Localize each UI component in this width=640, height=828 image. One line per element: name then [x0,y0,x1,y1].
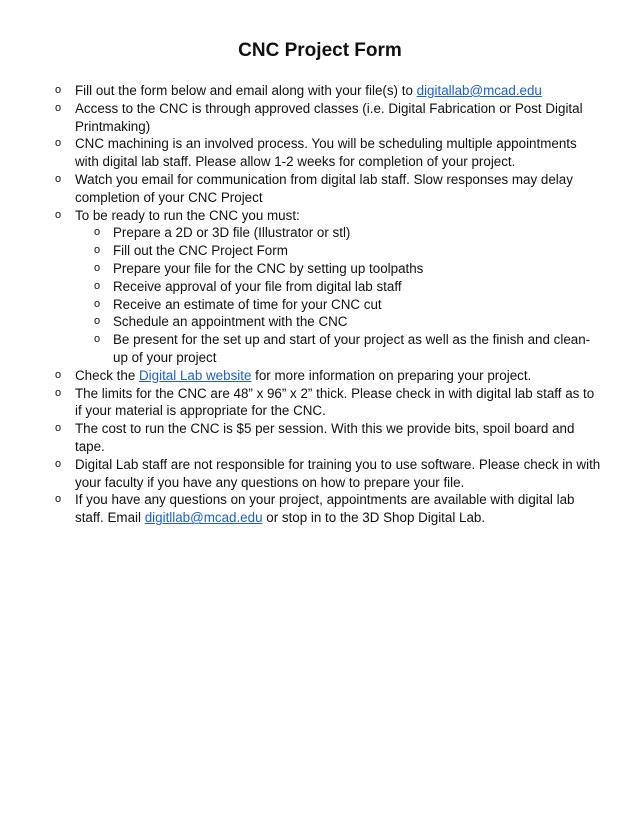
instructions-list [0,82,640,527]
step-item [0,313,640,331]
list-item [0,171,640,207]
item-text: To be ready to run the CNC you must: [75,207,300,223]
step-item [0,224,640,242]
step-text: Prepare your file for the CNC by setting up toolpaths [113,260,424,276]
list-item [0,491,640,527]
bullet-icon: o [94,261,101,274]
steps-container [0,224,640,366]
item-text: Access to the CNC is through approved classes (i.e. Digital Fabrication or Post Digital Printmaking) [75,100,583,134]
step-text: Be present for the set up and start of your project as well as the finish and clean-up of your project [113,332,591,365]
bullet-icon: o [55,457,62,470]
list-item [0,207,640,225]
steps-list [0,224,640,366]
list-item [0,456,640,492]
bullet-icon: o [55,422,62,435]
bullet-icon: o [94,279,101,292]
item-text: Digital Lab staff are not responsible for training you to use software. Please check in with your faculty if you have any questions on how to prepare your file. [75,456,601,490]
email-link[interactable]: digitallab@mcad.edu [416,83,542,98]
list-item [0,82,640,100]
list-item [0,367,640,385]
item-text: If you have any questions on your project, appointments are available with digital lab staff. Email [75,492,575,526]
step-text: Receive an estimate of time for your CNC cut [113,296,382,312]
list-item [0,420,640,456]
item-text: Fill out the form below and email along with your file(s) to [75,83,417,98]
step-item [0,242,640,260]
item-text: The cost to run the CNC is $5 per session. With this we provide bits, spoil board and tape. [75,421,575,454]
email-link[interactable]: digitllab@mcad.edu [144,510,263,526]
step-text: Fill out the CNC Project Form [113,243,288,259]
list-item [0,135,640,171]
step-text: Receive approval of your file from digital lab staff [113,278,402,294]
bullet-icon: o [55,493,62,506]
bullet-icon: o [55,137,62,150]
bullet-icon: o [94,315,101,328]
bullet-icon: o [55,208,62,221]
list-item [0,385,640,421]
page-title: CNC Project Form [238,40,402,61]
step-item [0,296,640,314]
website-link[interactable]: Digital Lab website [139,367,252,383]
item-text: for more information on preparing your project. [251,367,532,383]
bullet-icon: o [55,101,62,114]
bullet-icon: o [55,84,62,96]
item-text: Check the [75,367,140,383]
step-item [0,278,640,296]
bullet-icon: o [55,368,62,381]
bullet-icon: o [94,297,101,310]
bullet-icon: o [55,386,62,399]
item-text: Watch you email for communication from digital lab staff. Slow responses may delay completion of your CNC Project [75,171,573,205]
step-item [0,331,640,367]
step-item [0,260,640,278]
list-item [0,100,640,136]
item-text: The limits for the CNC are 48” x 96” x 2” thick. Please check in with digital lab staff as to if your material is appropriate for the CNC. [75,385,595,419]
step-text: Schedule an appointment with the CNC [113,314,348,330]
item-text: CNC machining is an involved process. You will be scheduling multiple appointments with digital lab staff. Please allow 1-2 weeks for completion of your project. [75,136,577,170]
step-text: Prepare a 2D or 3D file (Illustrator or stl) [113,225,351,241]
bullet-icon: o [94,226,101,239]
bullet-icon: o [94,244,101,257]
bullet-icon: o [94,333,101,346]
item-text: or stop in to the 3D Shop Digital Lab. [262,510,486,526]
bullet-icon: o [55,172,62,185]
